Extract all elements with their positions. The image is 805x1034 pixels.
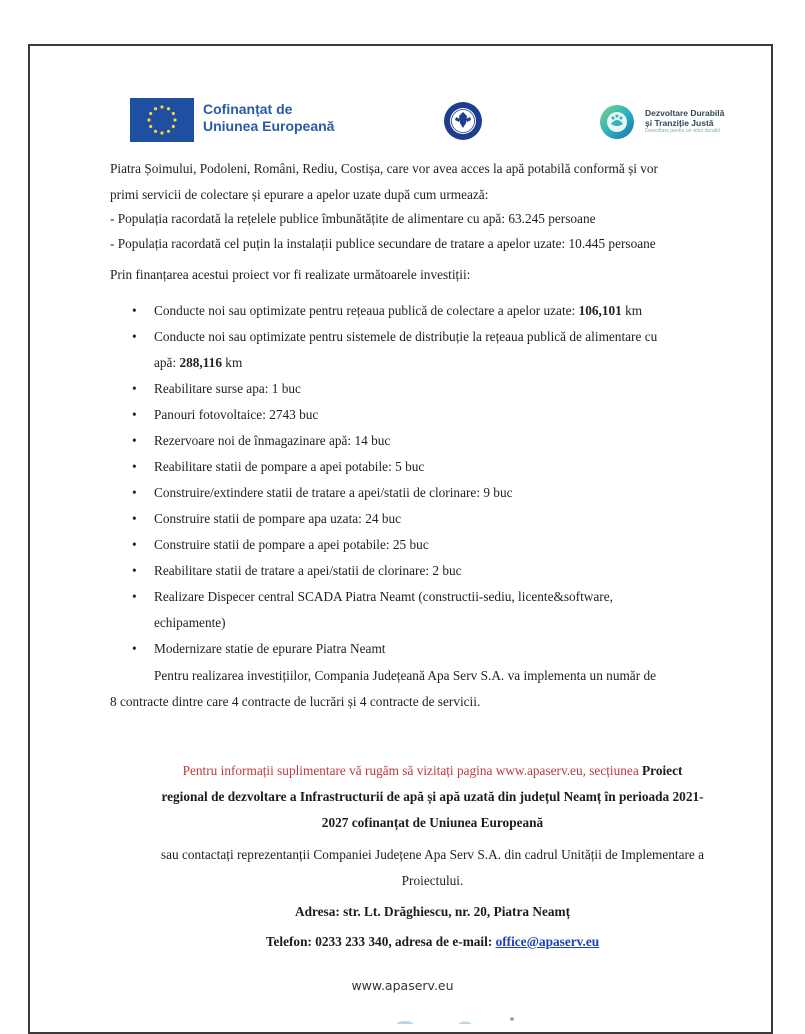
eu-flag-icon xyxy=(130,98,194,142)
contracts-line-2: 8 contracte dintre care 4 contracte de lucrări și 4 contracte de servicii. xyxy=(110,694,481,709)
investments-intro: Prin finanțarea acestui proiect vor fi realizate următoarele investiții: xyxy=(110,267,471,282)
population-water: - Populația racordată la rețelele publice îmbunătățite de alimentare cu apă: 63.245 persoane xyxy=(110,211,596,226)
bullet-icon: • xyxy=(132,563,137,578)
investment-item: • Reabilitare statii de tratare a apei/statii de clorinare: 2 buc xyxy=(128,558,657,584)
website-footer[interactable]: www.apaserv.eu xyxy=(351,978,454,993)
ddtj-circle-icon xyxy=(599,104,635,140)
investment-item: • Modernizare statie de epurare Piatra Neamt xyxy=(128,636,657,662)
contracts-line-1: Pentru realizarea investițiilor, Compania Județeană Apa Serv S.A. va implementa un număr de xyxy=(154,668,657,683)
investment-item: • Realizare Dispecer central SCADA Piatra Neamt (constructii-sediu, licente&software, echipamente) xyxy=(128,584,657,636)
bullet-icon: • xyxy=(132,433,137,448)
ddtj-program-label: Dezvoltare Durabilă și Tranziție Justă Dezvoltare pentru un viitor durabil xyxy=(645,108,725,134)
bullet-icon: • xyxy=(132,381,137,396)
header-logos xyxy=(0,0,805,150)
investment-item: • Conducte noi sau optimizate pentru sistemele de distribuție la rețeaua publică de alimentare cu apă: 288,116 km xyxy=(128,324,657,376)
intro-line-2: primi servicii de colectare și epurare a apelor uzate după cum urmează: xyxy=(110,187,489,202)
investment-item: • Construire statii de pompare apa uzata: 24 buc xyxy=(128,506,657,532)
address-line: Adresa: str. Lt. Drăghiescu, nr. 20, Piatra Neamț xyxy=(294,904,571,919)
bullet-icon: • xyxy=(132,407,137,422)
investment-item: • Construire/extindere statii de tratare a apei/statii de clorinare: 9 buc xyxy=(128,480,657,506)
investment-item: • Reabilitare surse apa: 1 buc xyxy=(128,376,657,402)
eu-cofinancing-label: Cofinanțat de Uniunea Europeană xyxy=(203,101,335,134)
bullet-icon: • xyxy=(132,329,137,344)
bullet-icon: • xyxy=(132,641,137,656)
investment-item: • Construire statii de pompare a apei potabile: 25 buc xyxy=(128,532,657,558)
email-link[interactable]: office@apaserv.eu xyxy=(495,934,600,949)
intro-line-1: Piatra Șoimului, Podoleni, Români, Rediu, Costișa, care vor avea acces la apă potabilă conformă și vor xyxy=(110,161,658,176)
contact-paragraph: sau contactați reprezentanții Companiei Județene Apa Serv S.A. din cadrul Unității de Implementare a Proiectului. xyxy=(160,847,705,888)
footer-logo-fragment xyxy=(0,1015,805,1024)
investment-item: • Reabilitare statii de pompare a apei potabile: 5 buc xyxy=(128,454,657,480)
bullet-icon: • xyxy=(132,303,137,318)
bullet-icon: • xyxy=(132,537,137,552)
population-wastewater: - Populația racordată cel puțin la instalații publice secundare de tratare a apelor uzate: 10.445 persoane xyxy=(110,236,656,251)
investment-item: • Panouri fotovoltaice: 2743 buc xyxy=(128,402,657,428)
bullet-icon: • xyxy=(132,589,137,604)
contact-line: Telefon: 0233 233 340, adresa de e-mail: office@apaserv.eu xyxy=(265,934,600,949)
investment-item: • Conducte noi sau optimizate pentru rețeaua publică de colectare a apelor uzate: 106,101 km xyxy=(128,298,657,324)
bullet-icon: • xyxy=(132,485,137,500)
romanian-government-seal-icon xyxy=(443,101,483,141)
bullet-icon: • xyxy=(132,511,137,526)
more-info-paragraph: Pentru informații suplimentare vă rugăm să vizitați pagina www.apaserv.eu, secțiunea Proiect regional de dezvoltare a Infrastructurii de apă și apă uzată din județul Neamț în perioada 2021- 2027 cofinanțat de Uniunea Europeană xyxy=(161,763,704,830)
investment-item: • Rezervoare noi de înmagazinare apă: 14 buc xyxy=(128,428,657,454)
investments-list xyxy=(128,298,657,662)
bullet-icon: • xyxy=(132,459,137,474)
